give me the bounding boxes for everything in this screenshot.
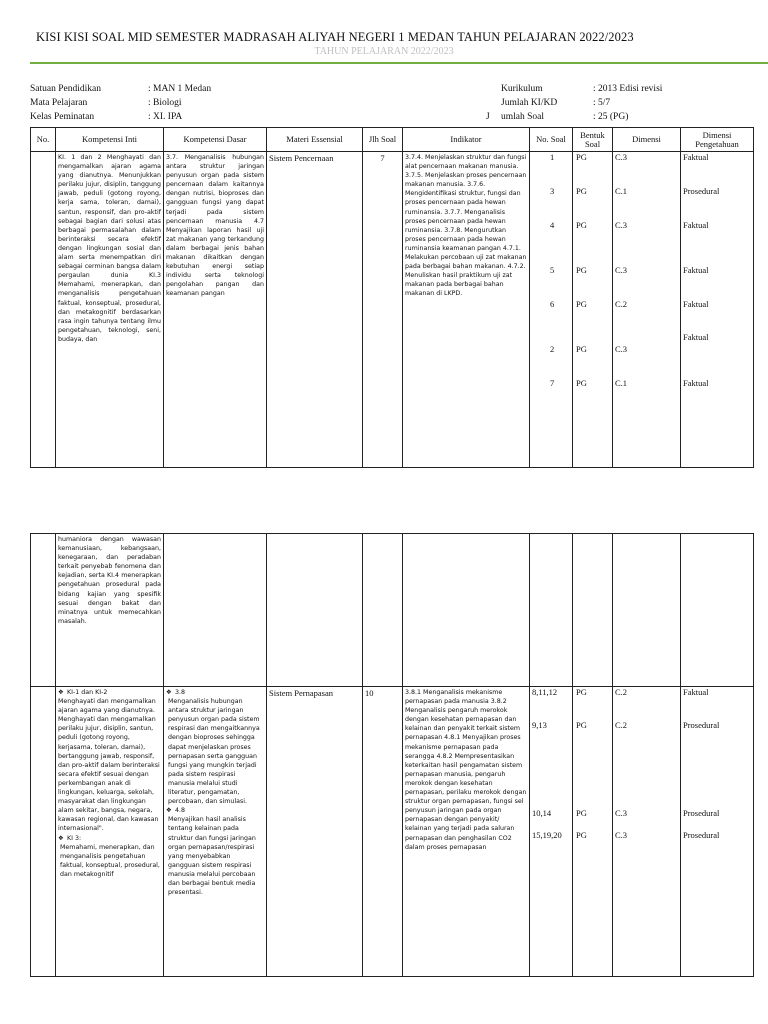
dimensi-pengetahuan: Faktual xyxy=(683,332,709,342)
bentuk-soal: PG xyxy=(576,220,587,230)
bentuk-soal: PG xyxy=(576,378,587,388)
no-soal: 2 xyxy=(550,344,555,354)
no-soal: 6 xyxy=(550,299,555,309)
ki-text: Memahami, menerapkan, dan menganalisis pengetahuan faktual, konseptual, prosedural, dan metakognitif xyxy=(60,843,160,878)
materi-essensial: Sistem Pencernaan xyxy=(267,152,363,468)
meta-right xyxy=(473,83,768,125)
empty-cell xyxy=(613,534,681,687)
bentuk-soal: PG xyxy=(576,299,587,309)
dimensi-cell xyxy=(613,687,681,977)
dimensi-cell xyxy=(613,152,681,468)
kd-text: Menyajikan hasil analisis tentang kelainan pada struktur dan fungsi jaringan organ pernapasan/respirasi yang menyebabkan gangguan sistem respirasi manusia melalui percobaan dan berbagai bentuk media presentasi. xyxy=(168,816,256,897)
empty-cell xyxy=(530,534,573,687)
row-no-cell xyxy=(31,534,56,687)
bentuk-soal: PG xyxy=(576,152,587,162)
col-header-bentuk: Bentuk Soal xyxy=(573,128,613,152)
kompetensi-inti-text: humaniora dengan wawasan kemanusiaan, kebangsaan, kenegaraan, dan peradaban terkait penyebab fenomena dan kejadian, serta KI.4 menerapkan pengetahuan prosedural pada bidang kajian yang spesifik sesuai dengan bakat dan minatnya untuk memecahkan masalah. xyxy=(56,534,164,687)
no-soal: 7 xyxy=(550,378,555,388)
ki-heading: KI 3: xyxy=(67,834,82,842)
dimensi: C.3 xyxy=(615,830,628,840)
dimensi: C.2 xyxy=(615,299,628,309)
meta-key: umlah Soal xyxy=(501,112,545,122)
indikator-text: 3.7.4. Menjelaskan struktur dan fungsi alat pencernaan makanan manusia. 3.7.5. Menjelaskan proses pencernaan makanan manusia. 3.7.6. Mengidentifikasi struktur, fungsi dan proses pencernaan pada hewan ruminansia. 3.7.7. Menganalisis proses pencernaan pada hewan ruminansia. 3.7.8. Mengurutkan proses pencernaan pada hewan ruminansia keamanan pangan 4.7.1. Melakukan percobaan uji zat makanan pada berbagai bahan makanan. 4.7.2. Menuliskan hasil praktikum uji zat makanan pada berbagai bahan makanan di LKPD. xyxy=(403,152,530,468)
empty-cell xyxy=(267,534,363,687)
col-header-no: No. xyxy=(31,128,56,152)
empty-cell xyxy=(403,534,530,687)
diamond-bullet-icon: ❖ xyxy=(58,689,64,696)
dimensi-pengetahuan: Prosedural xyxy=(683,186,720,196)
row-no-cell xyxy=(31,687,56,977)
col-header-nosoal: No. Soal xyxy=(530,128,573,152)
meta-key-prefix: J xyxy=(486,112,490,122)
kisi-table-page-2 xyxy=(30,533,754,977)
empty-cell xyxy=(573,534,613,687)
kisi-table-page-1 xyxy=(30,127,754,468)
no-soal: 5 xyxy=(550,265,555,275)
dimensi: C.3 xyxy=(615,220,628,230)
ki-text: Menghayati dan mengamalkan ajaran agama yang dianutnya. Menghayati dan mengamalkan perilaku jujur, disiplin, santun, peduli (gotong royong, kerjasama, toleran, damai), bertanggung jawab, responsif, dan pro-aktif dalam berinteraksi secara efektif sesuai dengan perkembangan anak di lingkungan, keluarga, sekolah, masyarakat dan lingkungan alam sekitar, bangsa, negara, kawasan regional, dan kawasan internasional". xyxy=(58,698,160,833)
meta-key: Satuan Pendidikan xyxy=(30,84,101,94)
bentuk-soal: PG xyxy=(576,720,587,730)
dimensi-pengetahuan: Faktual xyxy=(683,152,709,162)
dimensi: C.2 xyxy=(615,720,628,730)
diamond-bullet-icon: ❖ xyxy=(58,834,64,842)
dimensi: C.3 xyxy=(615,344,628,354)
col-header-indikator: Indikator xyxy=(403,128,530,152)
kd-text: Menganalisis hubungan antara struktur jaringan penyusun organ pada sistem respirasi dan mengaitkannya dengan bioproses sehingga dapat menjelaskan proses pernapasan serta gangguan fungsi yang mungkin terjadi pada sistem respirasi manusia melalui studi literatur, pengamatan, percobaan, dan simulasi. xyxy=(168,698,260,806)
kompetensi-inti-text: KI. 1 dan 2 Menghayati dan mengamalkan ajaran agama yang dianutnya. Menunjukkan perilaku jujur, disiplin, tanggung jawab, peduli (gotong royong, kerja sama, toleran, damai), santun, responsif, dan pro-aktif sebagai bagian dari solusi atas berbagai permasalahan dalam berinteraksi secara efektif dengan lingkungan sosial dan alam serta menempatkan diri sebagai cerminan bangsa dalam pergaulan dunia KI.3 Memahami, menerapkan, dan menganalisis pengetahuan faktual, konseptual, prosedural, dan metakognitif berdasarkan rasa ingin tahunya tentang ilmu pengetahuan, teknologi, seni, budaya, dan xyxy=(56,152,164,468)
jumlah-soal: 10 xyxy=(363,687,403,977)
bentuk-soal: PG xyxy=(576,808,587,818)
no-soal: 15,19,20 xyxy=(532,830,562,840)
meta-left xyxy=(30,83,430,125)
no-soal: 1 xyxy=(550,152,555,162)
dimensi: C.3 xyxy=(615,152,628,162)
diamond-bullet-icon: ❖ xyxy=(166,689,172,696)
kompetensi-dasar-text: 3.7. Menganalisis hubungan antara struktur jaringan penyusun organ pada sistem pencernaan dalam kaitannya dengan nutrisi, bioproses dan gangguan fungsi yang dapat terjadi pada sistem pencernaan manusia 4.7 Menyajikan laporan hasil uji zat makanan yang terkandung dalam berbagai jenis bahan makanan dikaitkan dengan kebutuhan energi setiap individu serta teknologi pengolahan pangan dan keamanan pangan xyxy=(164,152,267,468)
row-no-cell xyxy=(31,152,56,468)
dimensi-pengetahuan-cell xyxy=(681,152,754,468)
dimensi-pengetahuan: Faktual xyxy=(683,220,709,230)
diamond-bullet-icon: ❖ xyxy=(166,807,172,815)
indikator-text: 3.8.1 Menganalisis mekanisme pernapasan pada manusia 3.8.2 Menganalisis pengaruh merokok dengan kesehatan pernapasan dan kelainan dan penyakit terkait sistem pernapasan 4.8.1 Menyajikan proses mekanisme pernapasan pada serangga 4.8.2 Mempresentasikan keterkaitan hasil pengamatan sistem pernapasan manusia, pengaruh merokok dengan kesehatan pernapasan, perilaku merokok dengan struktur organ pernapasan, fungsi sel penyusun jaringan pada organ pernapasan dengan penyakit/ kelainan yang terjadi pada saluran pernapasan dan penghasilan CO2 dalam proses pernapasan xyxy=(403,687,530,977)
col-header-ki: Kompetensi Inti xyxy=(56,128,164,152)
no-soal: 3 xyxy=(550,186,555,196)
meta-key: Jumlah KI/KD xyxy=(501,98,558,108)
meta-value: : 2013 Edisi revisi xyxy=(593,84,663,94)
bentuk-soal: PG xyxy=(576,265,587,275)
col-header-dimensi: Dimensi xyxy=(613,128,681,152)
meta-key: Kelas Peminatan xyxy=(30,112,95,122)
kd-heading: 3.8 xyxy=(175,689,186,696)
materi-essensial: Sistem Pernapasan xyxy=(267,687,363,977)
dimensi-pengetahuan: Prosedural xyxy=(683,720,720,730)
col-header-jlh: Jlh Soal xyxy=(363,128,403,152)
dimensi-pengetahuan-cell xyxy=(681,687,754,977)
col-header-materi: Materi Essensial xyxy=(267,128,363,152)
no-soal-cell xyxy=(530,687,573,977)
bentuk-soal: PG xyxy=(576,687,587,697)
dimensi-pengetahuan: Faktual xyxy=(683,299,709,309)
jumlah-soal: 7 xyxy=(363,152,403,468)
empty-cell xyxy=(681,534,754,687)
kd-heading: 4.8 xyxy=(175,807,186,815)
header-rule xyxy=(30,62,768,64)
no-soal: 9,13 xyxy=(532,720,547,730)
dimensi: C.3 xyxy=(615,265,628,275)
dimensi-pengetahuan: Faktual xyxy=(683,378,709,388)
ki-heading: KI-1 dan KI-2 xyxy=(67,689,108,696)
empty-cell xyxy=(164,534,267,687)
dimensi-pengetahuan: Faktual xyxy=(683,265,709,275)
empty-cell xyxy=(363,534,403,687)
document-subtitle: TAHUN PELAJARAN 2022/2023 xyxy=(314,46,454,57)
dimensi-pengetahuan: Prosedural xyxy=(683,808,720,818)
kompetensi-inti-cell xyxy=(56,687,164,977)
dimensi: C.2 xyxy=(615,687,628,697)
dimensi: C.1 xyxy=(615,186,628,196)
dimensi: C.1 xyxy=(615,378,628,388)
meta-key: Kurikulum xyxy=(501,84,543,94)
meta-value: : XI. IPA xyxy=(148,112,183,122)
meta-value: : MAN 1 Medan xyxy=(148,84,212,94)
bentuk-soal-cell xyxy=(573,687,613,977)
bentuk-soal: PG xyxy=(576,186,587,196)
bentuk-soal: PG xyxy=(576,344,587,354)
meta-key: Mata Pelajaran xyxy=(30,98,88,108)
kompetensi-dasar-cell xyxy=(164,687,267,977)
no-soal-cell xyxy=(530,152,573,468)
meta-value: : 25 (PG) xyxy=(593,112,629,122)
no-soal: 4 xyxy=(550,220,555,230)
document-title: KISI KISI SOAL MID SEMESTER MADRASAH ALIYAH NEGERI 1 MEDAN TAHUN PELAJARAN 2022/2023 xyxy=(36,30,634,44)
no-soal: 10,14 xyxy=(532,808,552,818)
meta-value: : Biologi xyxy=(148,98,182,108)
col-header-kd: Kompetensi Dasar xyxy=(164,128,267,152)
dimensi-pengetahuan: Prosedural xyxy=(683,830,720,840)
no-soal: 8,11,12 xyxy=(532,687,558,697)
bentuk-soal-cell xyxy=(573,152,613,468)
col-header-dimpeng: Dimensi Pengetahuan xyxy=(681,128,754,152)
dimensi: C.3 xyxy=(615,808,628,818)
meta-value: : 5/7 xyxy=(593,98,611,108)
bentuk-soal: PG xyxy=(576,830,587,840)
dimensi-pengetahuan: Faktual xyxy=(683,687,709,697)
